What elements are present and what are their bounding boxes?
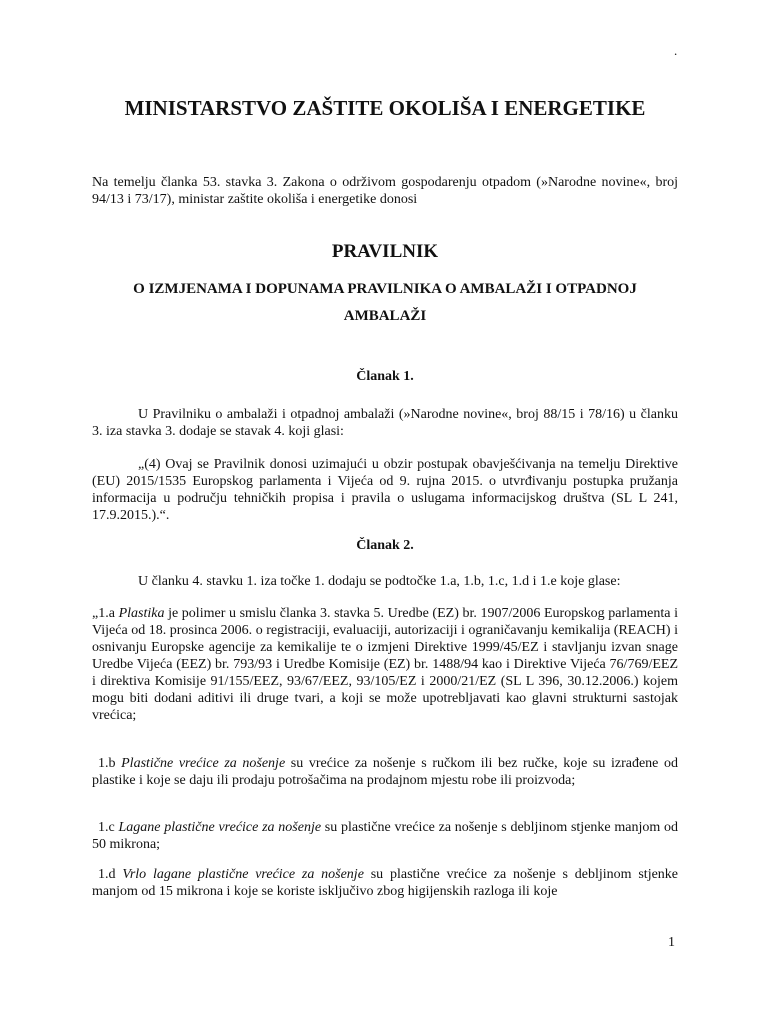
document-title: PRAVILNIK xyxy=(331,241,439,262)
definition-1c-prefix: 1.c xyxy=(98,820,119,835)
definition-1b-text: su vrećice za nošenje s ručkom ili bez ručke, koje su izrađene od plastike i koje se daju ili prodaju potrošačima na prodajnom mjestu robe ili proizvoda; xyxy=(92,756,678,788)
article-2-intro: U članku 4. stavku 1. iza točke 1. dodaju se podtočke 1.a, 1.b, 1.c, 1.d i 1.e koje glase: xyxy=(138,574,621,589)
definition-1d-text: su plastične vrećice za nošenje s debljinom stjenke manjom od 15 mikrona i koje se koriste isključivo zbog higijenskih razloga ili koje xyxy=(92,867,679,899)
definition-1c xyxy=(92,819,678,853)
definition-1c-term: Lagane plastične vrećice za nošenje xyxy=(118,820,322,835)
article-2-heading: Članak 2. xyxy=(356,538,414,553)
definition-1b-term: Plastične vrećice za nošenje xyxy=(121,756,286,771)
document-subtitle: O IZMJENAMA I DOPUNAMA PRAVILNIKA O AMBALAŽI I OTPADNOJ AMBALAŽI xyxy=(133,281,637,324)
preamble: Na temelju članka 53. stavka 3. Zakona o održivom gospodarenju otpadom (»Narodne novine«, broj 94/13 i 73/17), ministar zaštite okoliša i energetike donosi xyxy=(92,175,678,207)
definition-1b-prefix: 1.b xyxy=(98,756,122,771)
article-1-heading: Članak 1. xyxy=(356,369,414,384)
definition-1a xyxy=(92,605,678,724)
definition-1b xyxy=(92,755,678,789)
definition-1a-prefix: „1.a xyxy=(92,606,119,621)
definition-1d-term: Vrlo lagane plastične vrećice za nošenje xyxy=(122,867,364,882)
definition-1d xyxy=(92,866,678,900)
ministry-heading: MINISTARSTVO ZAŠTITE OKOLIŠA I ENERGETIKE xyxy=(124,96,646,120)
definition-1a-text: je polimer u smislu članka 3. stavka 5. Uredbe (EZ) br. 1907/2006 Europskog parlamenta i Vijeća od 18. prosinca 2006. o registraciji, evaluaciji, autorizaciji i ograničavanju kemikalija (REACH) i osnivanju Europske agencije za kemikalije te o izmjeni Direktive 1999/45/EZ i stavljanju izvan snage Uredbe Vijeća (EEZ) br. 793/93 i Uredbe Komisije (EZ) br. 1488/94 kao i Direktive Vijeća 76/769/EEZ i direktiva Komisije 91/155/EEZ, 93/67/EEZ, 93/105/EZ i 2000/21/EZ (SL L 396, 30.12.2006.) kojem mogu biti dodani aditivi ili druge tvari, a koji se može upotrebljavati kao glavni strukturni sastojak vrećica; xyxy=(92,606,678,723)
definition-1a-term: Plastika xyxy=(118,606,165,621)
article-1-quote: „(4) Ovaj se Pravilnik donosi uzimajući u obzir postupak obavješćivanja na temelju Direktive (EU) 2015/1535 Europskog parlamenta i Vijeća od 9. rujna 2015. o utvrđivanju postupka pružanja informacija u području tehničkih propisa i pravila o uslugama informacijskog društva (SL L 241, 17.9.2015.).“. xyxy=(92,457,678,523)
page-number: 1 xyxy=(668,935,675,950)
article-1-intro: U Pravilniku o ambalaži i otpadnoj ambalaži (»Narodne novine«, broj 88/15 i 78/16) u članku 3. iza stavka 3. dodaje se stavak 4. koji glasi: xyxy=(92,407,678,439)
definition-1d-prefix: 1.d xyxy=(98,867,123,882)
corner-mark: . xyxy=(674,43,678,58)
definition-1c-text: su plastične vrećice za nošenje s debljinom stjenke manjom od 50 mikrona; xyxy=(92,820,678,852)
